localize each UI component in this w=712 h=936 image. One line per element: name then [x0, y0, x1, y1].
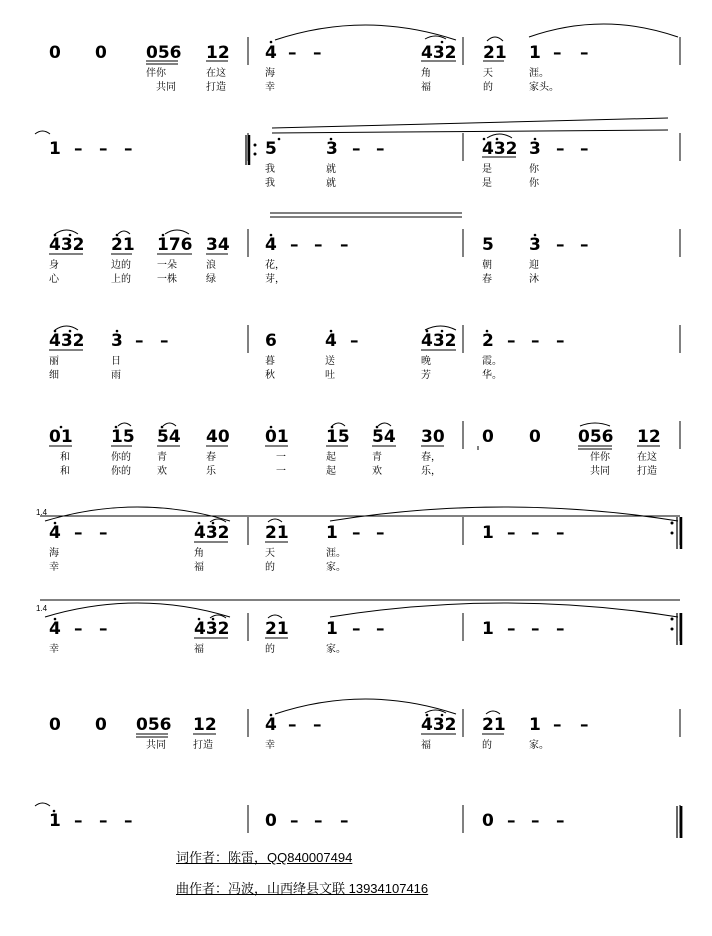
lyric-verse1-3-4: 晚: [421, 356, 431, 367]
lyric-verse2-0-0: 共同: [156, 82, 176, 93]
note-2-10: –: [556, 235, 565, 255]
note-0-10: –: [553, 43, 562, 63]
tie-r1b: [487, 37, 503, 41]
note-3-7: 432: [421, 331, 457, 351]
lyric-verse1-7-2: 幸: [265, 740, 275, 751]
note-6-1: –: [74, 619, 83, 639]
tie-r3b: [118, 231, 130, 234]
note-4-6: 54: [372, 427, 396, 447]
note-8-7: –: [340, 811, 349, 831]
slur-r7a: [45, 603, 230, 617]
lyric-verse1-1-2: 是: [482, 164, 492, 175]
note-8-2: –: [99, 811, 108, 831]
note-8-3: –: [124, 811, 133, 831]
lyric-verse1-0-3: 角: [421, 68, 431, 79]
tie-r3a: [55, 230, 78, 234]
note-1-5: 3: [326, 139, 338, 159]
tie-r3c: [165, 230, 189, 234]
lyric-verse2-4-7: 乐，: [421, 466, 441, 477]
slur-r1c: [529, 24, 678, 37]
note-0-0: 0: [49, 43, 61, 63]
lyric-verse2-0-2: 幸: [265, 82, 275, 93]
note-5-7: –: [376, 523, 385, 543]
note-2-8: 5: [482, 235, 494, 255]
lyric-verse2-2-3: 绿: [206, 274, 216, 285]
note-7-11: –: [580, 715, 589, 735]
lyric-verse1-4-3: 春: [206, 452, 216, 463]
tie-r5a: [118, 423, 131, 426]
lyric-verse1-2-1: 边的: [111, 260, 131, 271]
note-6-4: 21: [265, 619, 289, 639]
note-3-2: –: [135, 331, 144, 351]
lyric-verse2-4-9: 打造: [637, 466, 657, 477]
slur-r6a: [45, 507, 230, 521]
lyric-verse2-0-3: 福: [421, 82, 431, 93]
lyric-verse2-2-2: 一株: [157, 274, 177, 285]
note-3-8: 2: [482, 331, 494, 351]
tie-r4a: [55, 326, 78, 330]
lyric-verse1-3-2: 暮: [265, 356, 275, 367]
note-4-2: 54: [157, 427, 181, 447]
lyric-verse2-5-3: 家。: [326, 562, 346, 573]
lyric-verse1-4-2: 青: [157, 452, 167, 463]
note-5-4: 21: [265, 523, 289, 543]
note-7-1: 0: [95, 715, 107, 735]
note-3-6: –: [350, 331, 359, 351]
note-3-11: –: [556, 331, 565, 351]
note-4-7: 30: [421, 427, 445, 447]
lyric-verse1-4-4: 一: [276, 452, 286, 463]
lyric-verse2-4-6: 欢: [372, 466, 382, 477]
note-3-3: –: [160, 331, 169, 351]
lyric-verse1-7-4: 的: [482, 740, 492, 751]
lyric-verse1-4-9: 在这: [637, 452, 657, 463]
lyric-verse1-6-1: 福: [194, 644, 204, 655]
repeat-dot-0: [671, 522, 674, 525]
note-5-2: –: [99, 523, 108, 543]
lyric-verse1-2-3: 浪: [206, 260, 216, 271]
octave-dot-2: [278, 138, 281, 141]
note-4-11: 12: [637, 427, 661, 447]
lyric-verse2-5-2: 的: [265, 562, 275, 573]
note-5-11: –: [556, 523, 565, 543]
lyric-verse2-1-0: 我: [265, 178, 275, 189]
repeat-dot-3: [671, 628, 674, 631]
note-5-5: 1: [326, 523, 338, 543]
lyric-verse1-2-5: 朝: [482, 260, 492, 271]
lyric-verse1-7-3: 福: [421, 740, 431, 751]
note-8-0: 1: [49, 811, 61, 831]
lyric-verse2-0-4: 的: [483, 82, 493, 93]
lyric-verse1-0-2: 海: [265, 68, 275, 79]
note-4-8: 0: [482, 427, 494, 447]
note-6-11: –: [556, 619, 565, 639]
note-1-4: 5: [265, 139, 277, 159]
repeat-start-dot-0: [254, 144, 257, 147]
repeat-dot-1: [671, 532, 674, 535]
note-1-6: –: [352, 139, 361, 159]
note-2-9: 3: [529, 235, 541, 255]
note-2-0: 432: [49, 235, 85, 255]
note-7-2: 056: [136, 715, 172, 735]
slur-r2a: [35, 131, 50, 134]
note-0-7: 432: [421, 43, 457, 63]
note-7-7: 432: [421, 715, 457, 735]
lyric-verse1-3-0: 丽: [49, 356, 59, 367]
note-7-10: –: [553, 715, 562, 735]
lyric-verse1-6-3: 家。: [326, 644, 346, 655]
lyric-verse1-6-0: 幸: [49, 644, 59, 655]
note-4-0: 01: [49, 427, 73, 447]
lyric-verse2-3-5: 华。: [482, 370, 502, 381]
note-3-10: –: [531, 331, 540, 351]
tie-r5b: [163, 423, 176, 426]
lyric-verse2-5-1: 福: [194, 562, 204, 573]
slur-r6d: [330, 507, 678, 521]
note-1-11: –: [580, 139, 589, 159]
lyric-verse2-4-1: 你的: [111, 466, 131, 477]
note-6-0: 4: [49, 619, 61, 639]
note-7-5: –: [288, 715, 297, 735]
slur-r8a: [275, 699, 456, 714]
note-6-6: –: [352, 619, 361, 639]
note-7-9: 1: [529, 715, 541, 735]
note-8-10: –: [531, 811, 540, 831]
note-7-0: 0: [49, 715, 61, 735]
note-6-10: –: [531, 619, 540, 639]
note-0-1: 0: [95, 43, 107, 63]
composer-credit: 曲作者：冯波，山西绛县文联 13934107416: [176, 881, 429, 896]
lyric-verse2-4-0: 和: [60, 466, 70, 477]
lyric-verse2-4-5: 起: [326, 466, 336, 477]
lyricist-credit: 词作者：陈雷，QQ840007494: [176, 850, 353, 865]
lyric-verse2-4-3: 乐: [206, 466, 216, 477]
note-4-3: 40: [206, 427, 230, 447]
note-0-8: 21: [483, 43, 507, 63]
lyric-verse1-4-6: 青: [372, 452, 382, 463]
slur-r2-long1: [272, 118, 668, 128]
slur-r7d: [330, 603, 678, 617]
note-4-9: 0: [529, 427, 541, 447]
note-8-8: 0: [482, 811, 494, 831]
tie-r2b: [487, 134, 512, 138]
note-0-4: 4: [265, 43, 277, 63]
note-1-9: 3: [529, 139, 541, 159]
note-0-2: 056: [146, 43, 182, 63]
tie-r7c: [268, 615, 282, 618]
note-1-2: –: [99, 139, 108, 159]
lyric-verse2-3-1: 雨: [111, 370, 121, 381]
note-1-3: –: [124, 139, 133, 159]
lyric-verse1-2-4: 花，: [265, 260, 285, 271]
note-3-5: 4: [325, 331, 337, 351]
tie-r4b: [425, 326, 456, 330]
lyric-verse2-2-5: 春: [482, 274, 492, 285]
slur-r2-long2: [272, 130, 668, 133]
note-4-10: 056: [578, 427, 614, 447]
lyric-verse1-6-2: 的: [265, 644, 275, 655]
note-1-10: –: [556, 139, 565, 159]
note-3-0: 432: [49, 331, 85, 351]
note-0-6: –: [313, 43, 322, 63]
lyric-verse2-4-4: 一: [276, 466, 286, 477]
note-6-2: –: [99, 619, 108, 639]
note-8-1: –: [74, 811, 83, 831]
note-2-2: 176: [157, 235, 193, 255]
note-4-5: 15: [326, 427, 350, 447]
lyric-verse2-0-5: 家头。: [529, 82, 559, 93]
lyric-verse1-7-5: 家。: [529, 740, 549, 751]
lyric-verse1-0-4: 天: [483, 68, 493, 79]
tie-r5e: [580, 423, 610, 426]
lyric-verse1-2-0: 身: [49, 260, 59, 271]
lyric-verse2-2-1: 上的: [111, 274, 131, 285]
lyric-verse2-4-8: 共同: [590, 466, 610, 477]
note-8-6: –: [314, 811, 323, 831]
lyric-verse1-0-1: 在这: [206, 68, 226, 79]
note-8-11: –: [556, 811, 565, 831]
lyric-verse1-3-5: 霞。: [482, 356, 502, 367]
note-5-8: 1: [482, 523, 494, 543]
slur-r9a: [35, 803, 50, 806]
note-5-6: –: [352, 523, 361, 543]
lyric-verse2-4-2: 欢: [157, 466, 167, 477]
tie-r5d: [378, 423, 391, 426]
lyric-verse1-5-2: 天: [265, 548, 275, 559]
note-4-1: 15: [111, 427, 135, 447]
repeat-dot-2: [671, 618, 674, 621]
note-1-0: 1: [49, 139, 61, 159]
lyric-verse1-5-0: 海: [49, 548, 59, 559]
note-6-3: 432: [194, 619, 230, 639]
note-0-9: 1: [529, 43, 541, 63]
lyric-verse1-3-3: 送: [325, 356, 335, 367]
note-3-9: –: [507, 331, 516, 351]
note-6-7: –: [376, 619, 385, 639]
slur-r1a: [275, 25, 456, 40]
lyric-verse1-5-1: 角: [194, 548, 204, 559]
note-7-6: –: [313, 715, 322, 735]
repeat-mark-1: 1.4: [36, 508, 48, 517]
note-4-4: 01: [265, 427, 289, 447]
tie-r6c: [268, 519, 282, 522]
lyric-verse2-3-3: 吐: [325, 370, 335, 381]
note-2-4: 4: [265, 235, 277, 255]
note-6-5: 1: [326, 619, 338, 639]
note-2-7: –: [340, 235, 349, 255]
note-2-3: 34: [206, 235, 230, 255]
lyric-verse1-4-1: 你的: [111, 452, 131, 463]
note-2-5: –: [290, 235, 299, 255]
lyric-verse1-7-0: 共同: [146, 740, 166, 751]
lyric-verse2-1-2: 是: [482, 178, 492, 189]
lyric-verse1-5-3: 涯。: [326, 548, 346, 559]
note-8-5: –: [290, 811, 299, 831]
note-2-11: –: [580, 235, 589, 255]
lyric-verse2-2-0: 心: [49, 274, 59, 285]
note-1-1: –: [74, 139, 83, 159]
note-6-9: –: [507, 619, 516, 639]
note-3-1: 3: [111, 331, 123, 351]
lyric-verse1-3-1: 日: [111, 356, 121, 367]
lyric-verse2-3-2: 秋: [265, 370, 275, 381]
lyric-verse1-1-0: 我: [265, 164, 275, 175]
note-7-3: 12: [193, 715, 217, 735]
note-7-8: 21: [482, 715, 506, 735]
lyric-verse1-4-0: 和: [60, 452, 70, 463]
lyric-verse2-1-3: 你: [529, 178, 539, 189]
note-0-5: –: [288, 43, 297, 63]
note-8-9: –: [507, 811, 516, 831]
lyric-verse1-7-1: 打造: [193, 740, 213, 751]
repeat-mark-2: 1.4: [36, 604, 48, 613]
note-8-4: 0: [265, 811, 277, 831]
lyric-verse1-0-0: 伴你: [146, 68, 166, 79]
lyric-verse2-0-1: 打造: [206, 82, 226, 93]
repeat-start-dot-1: [254, 153, 257, 156]
lyric-verse1-2-2: 一朵: [157, 260, 177, 271]
note-5-1: –: [74, 523, 83, 543]
note-2-1: 21: [111, 235, 135, 255]
note-5-3: 432: [194, 523, 230, 543]
lyric-verse1-1-3: 你: [529, 164, 539, 175]
lyric-verse1-4-8: 伴你: [590, 452, 610, 463]
note-0-11: –: [580, 43, 589, 63]
note-2-6: –: [314, 235, 323, 255]
tie-r8c: [486, 711, 500, 714]
note-6-8: 1: [482, 619, 494, 639]
note-5-9: –: [507, 523, 516, 543]
lyric-verse1-4-7: 春，: [421, 452, 441, 463]
note-1-7: –: [376, 139, 385, 159]
lyric-verse1-0-5: 涯。: [529, 68, 549, 79]
note-1-8: 432: [482, 139, 518, 159]
tie-r5c: [332, 423, 345, 426]
note-5-0: 4: [49, 523, 61, 543]
lyric-verse2-3-4: 芳: [421, 370, 431, 381]
lyric-verse2-2-6: 沐: [529, 274, 539, 285]
note-7-4: 4: [265, 715, 277, 735]
lyric-verse1-4-5: 起: [326, 452, 336, 463]
lyric-verse2-3-0: 细: [49, 370, 59, 381]
lyric-verse2-1-1: 就: [326, 178, 336, 189]
lyric-verse1-1-1: 就: [326, 164, 336, 175]
note-3-4: 6: [265, 331, 277, 351]
note-0-3: 12: [206, 43, 230, 63]
lyric-verse2-2-4: 芽，: [265, 274, 285, 285]
lyric-verse1-2-6: 迎: [529, 260, 539, 271]
note-5-10: –: [531, 523, 540, 543]
lyric-verse2-5-0: 幸: [49, 562, 59, 573]
